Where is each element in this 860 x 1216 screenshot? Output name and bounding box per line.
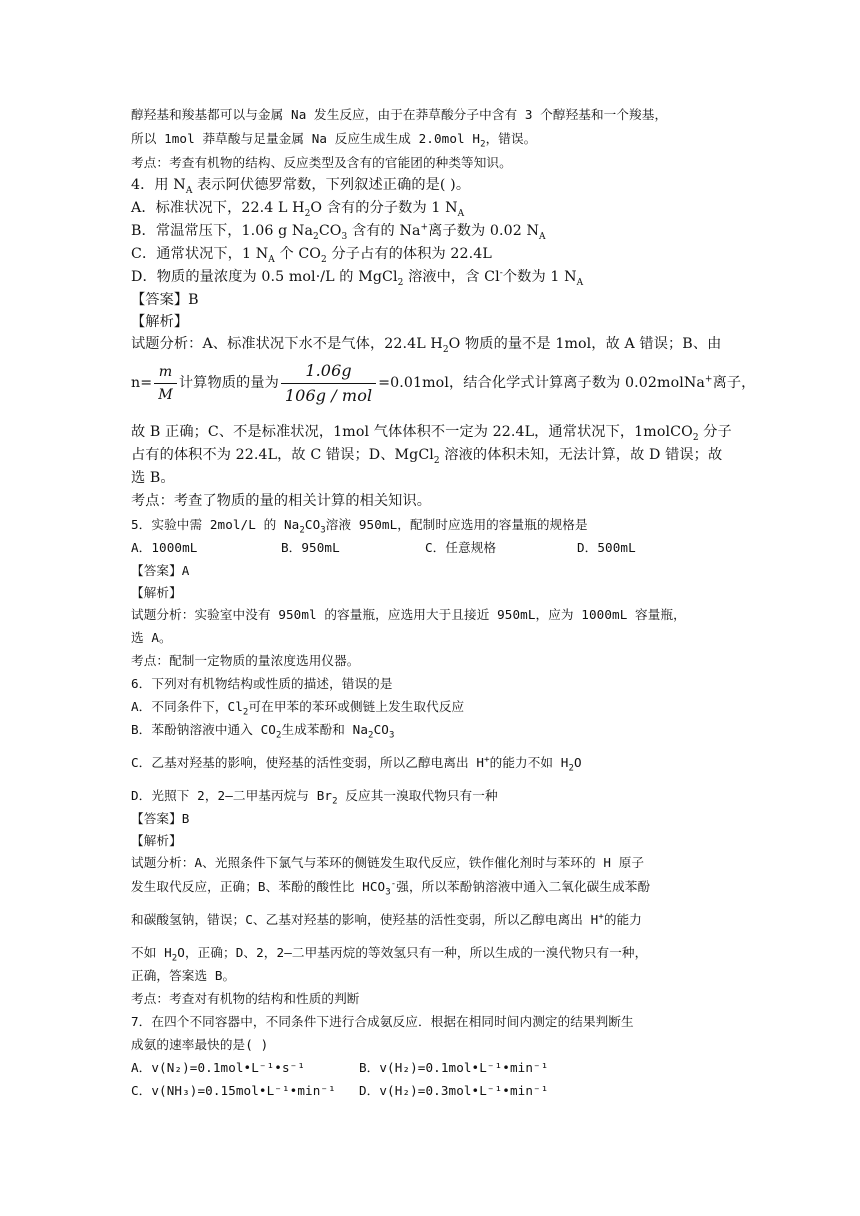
text: 【答案】B bbox=[131, 292, 199, 308]
analysis-4-line bbox=[131, 445, 741, 466]
text: D．物质的量浓度为 0.5 mol·/L 的 MgCl bbox=[131, 269, 398, 285]
option-a: A．v(N₂)=0.1mol•L⁻¹•s⁻¹ bbox=[131, 1060, 306, 1075]
denominator: 106g / mol bbox=[284, 385, 373, 405]
analysis-4-line bbox=[131, 468, 741, 489]
topic-line bbox=[131, 491, 741, 512]
option-d: D．v(H₂)=0.3mol•L⁻¹•min⁻¹ bbox=[359, 1083, 549, 1098]
text: 可在甲苯的苯环或侧链上发生取代反应 bbox=[248, 699, 465, 714]
text: O，正确；D、2，2—二甲基丙烷的等效氢只有一种，所以生成的一溴代物只有一种， bbox=[177, 945, 648, 960]
question-4-option-c bbox=[131, 244, 741, 265]
text: 【解析】 bbox=[131, 585, 182, 600]
text: 溶液 950mL，配制时应选用的容量瓶的规格是 bbox=[325, 517, 588, 532]
option-b: B．950mL bbox=[281, 540, 340, 555]
subscript: 2 bbox=[299, 525, 305, 536]
subscript: 2 bbox=[480, 139, 486, 150]
analysis-6-heading bbox=[131, 830, 741, 851]
text: 正确，答案选 B。 bbox=[131, 968, 236, 983]
text: 试题分析：A、标准状况下水不是气体，22.4L H bbox=[131, 336, 443, 352]
text: O bbox=[574, 755, 582, 770]
text: 【解析】 bbox=[131, 314, 189, 330]
text: 表示阿伏德罗常数，下列叙述正确的是( )。 bbox=[192, 177, 471, 193]
question-6-stem bbox=[131, 673, 741, 694]
subscript: 2 bbox=[568, 763, 574, 774]
text: B．常温常压下，1.06 g Na bbox=[131, 223, 314, 239]
analysis-6-line bbox=[131, 965, 741, 986]
text: 选 A。 bbox=[131, 630, 172, 645]
text: 考点：考查了物质的量的相关计算的相关知识。 bbox=[131, 493, 432, 509]
text: A．标准状况下，22.4 L H bbox=[131, 200, 305, 216]
text: 分子占有的体积为 22.4L bbox=[326, 246, 492, 262]
subscript: 2 bbox=[368, 730, 374, 741]
text: CO bbox=[304, 517, 321, 532]
subscript: 2 bbox=[332, 796, 338, 807]
text: CO bbox=[318, 223, 342, 239]
superscript: + bbox=[484, 754, 490, 765]
subscript: A bbox=[268, 254, 275, 265]
text: 反应其一溴取代物只有一种 bbox=[337, 788, 498, 803]
text: 的能力不如 H bbox=[489, 755, 569, 770]
denominator: M bbox=[158, 386, 173, 403]
analysis-5-heading bbox=[131, 582, 741, 603]
answer-5 bbox=[131, 560, 741, 581]
fraction-mass-over-molar-mass bbox=[281, 361, 376, 406]
superscript: - bbox=[499, 268, 503, 279]
numerator: 1.06g bbox=[281, 361, 376, 384]
fraction-m-over-M bbox=[154, 363, 177, 404]
text: 选 B。 bbox=[131, 470, 175, 486]
text: C．通常状况下，1 N bbox=[131, 246, 269, 262]
text: 个数为 1 N bbox=[502, 269, 577, 285]
superscript: + bbox=[704, 374, 713, 385]
option-a: A．1000mL bbox=[131, 540, 198, 555]
answer-4 bbox=[131, 290, 741, 311]
text: 试题分析：实验室中没有 950ml 的容量瓶，应选用大于且接近 950mL，应为 1000mL 容量瓶， bbox=[131, 607, 686, 622]
question-6-option-a bbox=[131, 696, 741, 717]
text: n= bbox=[131, 375, 153, 391]
formula-line bbox=[131, 360, 756, 406]
text: 溶液的体积未知，无法计算，故 D 错误；故 bbox=[439, 447, 723, 463]
question-4-option-b bbox=[131, 221, 741, 242]
analysis-6-line bbox=[131, 909, 741, 930]
text: 【答案】A bbox=[131, 563, 190, 578]
text: D．光照下 2，2—二甲基丙烷与 Br bbox=[131, 788, 333, 803]
subscript: 2 bbox=[313, 231, 319, 242]
topic-line bbox=[131, 988, 741, 1009]
text: 离子数为 0.02 N bbox=[428, 223, 540, 239]
question-6-option-d bbox=[131, 785, 741, 806]
text: 7．在四个不同容器中，不同条件下进行合成氨反应．根据在相同时间内测定的结果判断生 bbox=[131, 1014, 634, 1029]
numerator: m bbox=[154, 363, 177, 384]
text: 溶液中，含 Cl bbox=[403, 269, 500, 285]
analysis-5-line bbox=[131, 627, 741, 648]
text: O 物质的量不是 1mol，故 A 错误；B、由 bbox=[448, 336, 722, 352]
analysis-6-line bbox=[131, 876, 741, 897]
text: 含有的 Na bbox=[347, 223, 421, 239]
subscript: A bbox=[457, 208, 465, 219]
text: 醇羟基和羧基都可以与金属 Na 发生反应，由于在莽草酸分子中含有 3 个醇羟基和一个羧基， bbox=[131, 107, 668, 122]
subscript: A bbox=[576, 277, 584, 288]
subscript: 2 bbox=[275, 730, 282, 741]
superscript: + bbox=[598, 911, 604, 922]
paragraph-line bbox=[131, 104, 741, 125]
paragraph-line bbox=[131, 128, 741, 149]
text: B．苯酚钠溶液中通入 CO bbox=[131, 722, 276, 737]
answer-6 bbox=[131, 808, 741, 829]
superscript: + bbox=[420, 222, 429, 233]
question-4-option-a bbox=[131, 198, 741, 219]
text: 5．实验中需 2mol/L 的 Na bbox=[131, 517, 300, 532]
text: 生成苯酚和 Na bbox=[281, 722, 369, 737]
subscript: 2 bbox=[171, 953, 178, 964]
text: 计算物质的量为 bbox=[178, 375, 279, 391]
question-7-stem bbox=[131, 1011, 741, 1032]
subscript: A bbox=[539, 231, 546, 242]
text: 和碳酸氢钠，错误；C、乙基对羟基的影响，使羟基的活性变弱，所以乙醇电离出 H bbox=[131, 912, 599, 927]
text: 考点：配制一定物质的量浓度选用仪器。 bbox=[131, 653, 360, 668]
text: 所以 1mol 莽草酸与足量金属 Na 反应生成生成 2.0mol H bbox=[131, 131, 481, 146]
subscript: 3 bbox=[385, 887, 391, 898]
subscript: 2 bbox=[242, 707, 249, 718]
subscript: 3 bbox=[341, 231, 348, 242]
subscript: 2 bbox=[321, 254, 327, 265]
text: 发生取代反应，正确；B、苯酚的酸性比 HCO bbox=[131, 879, 386, 894]
subscript: 2 bbox=[433, 455, 440, 466]
text: 强，所以苯酚钠溶液中通入二氧化碳生成苯酚 bbox=[396, 879, 651, 894]
text: 的能力 bbox=[603, 912, 642, 927]
topic-line bbox=[131, 650, 741, 671]
analysis-4-line bbox=[131, 334, 741, 355]
analysis-5-line bbox=[131, 604, 741, 625]
text: 考点：考查对有机物的结构和性质的判断 bbox=[131, 991, 360, 1006]
superscript: - bbox=[390, 878, 397, 889]
text: =0.01mol，结合化学式计算离子数为 0.02molNa bbox=[378, 375, 705, 391]
text: 【解析】 bbox=[131, 833, 182, 848]
subscript: 2 bbox=[397, 277, 404, 288]
option-c: C．v(NH₃)=0.15mol•L⁻¹•min⁻¹ bbox=[131, 1083, 336, 1098]
text: 离子， bbox=[712, 375, 756, 391]
text: 分子 bbox=[698, 424, 732, 440]
subscript: 2 bbox=[304, 208, 311, 219]
option-c: C．任意规格 bbox=[425, 540, 497, 555]
question-4-stem bbox=[131, 175, 741, 196]
question-7-stem bbox=[131, 1034, 741, 1055]
analysis-4-line bbox=[131, 422, 741, 443]
text: 故 B 正确；C、不是标准状况，1mol 气体体积不一定为 22.4L，通常状况下，1molCO bbox=[131, 424, 693, 440]
text: 6．下列对有机物结构或性质的描述，错误的是 bbox=[131, 676, 393, 691]
text: 个 CO bbox=[274, 246, 322, 262]
analysis-6-line bbox=[131, 852, 741, 873]
text: 试题分析：A、光照条件下氯气与苯环的侧链发生取代反应，铁作催化剂时与苯环的 H 原子 bbox=[131, 855, 645, 870]
subscript: 3 bbox=[388, 730, 395, 741]
subscript: 2 bbox=[442, 344, 449, 355]
analysis-4-heading bbox=[131, 312, 741, 333]
option-d: D．500mL bbox=[577, 540, 636, 555]
text: C．乙基对羟基的影响，使羟基的活性变弱，所以乙醇电离出 H bbox=[131, 755, 485, 770]
text: 成氨的速率最快的是( ) bbox=[131, 1037, 269, 1052]
question-5-stem bbox=[131, 514, 741, 535]
text: 占有的体积不为 22.4L，故 C 错误；D、MgCl bbox=[131, 447, 434, 463]
text: 【答案】B bbox=[131, 811, 190, 826]
option-b: B．v(H₂)=0.1mol•L⁻¹•min⁻¹ bbox=[359, 1060, 549, 1075]
text: CO bbox=[373, 722, 389, 737]
subscript: 2 bbox=[692, 432, 699, 443]
text: O 含有的分子数为 1 N bbox=[310, 200, 458, 216]
subscript: A bbox=[185, 185, 193, 196]
text: 考点：考查有机物的结构、反应类型及含有的官能团的种类等知识。 bbox=[131, 155, 512, 170]
subscript: 3 bbox=[320, 525, 326, 536]
question-4-option-d bbox=[131, 267, 741, 288]
question-6-option-b bbox=[131, 719, 741, 740]
question-6-option-c bbox=[131, 752, 741, 773]
topic-line bbox=[131, 152, 741, 173]
text: 4．用 N bbox=[131, 177, 186, 193]
text: A．不同条件下，Cl bbox=[131, 699, 243, 714]
text: ，错误。 bbox=[485, 131, 537, 146]
text: 不如 H bbox=[131, 945, 172, 960]
analysis-6-line bbox=[131, 942, 741, 963]
